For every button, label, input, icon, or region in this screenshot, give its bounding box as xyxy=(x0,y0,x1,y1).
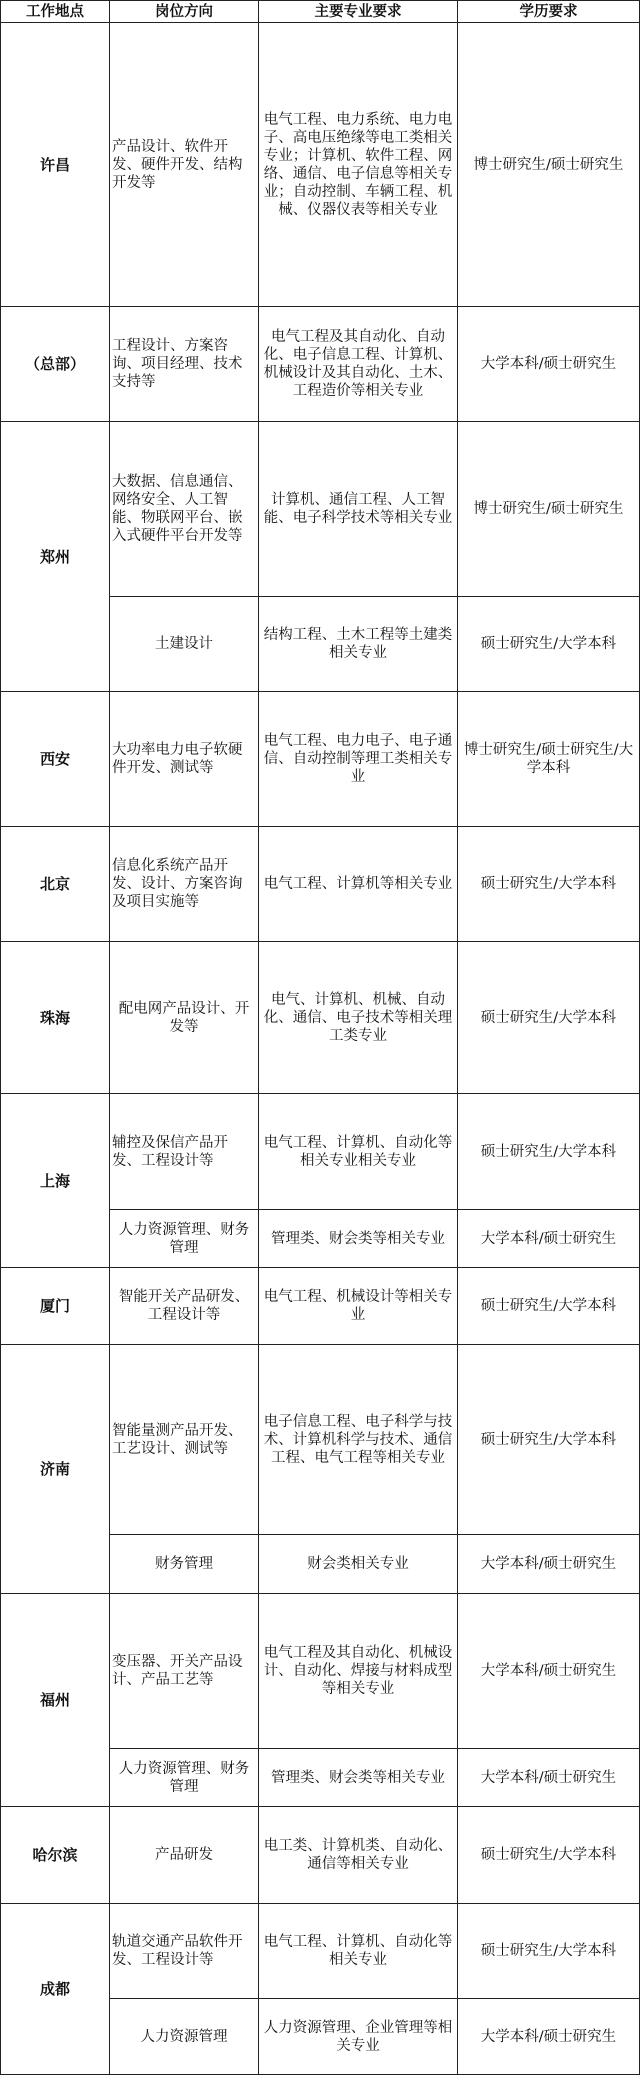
table-row xyxy=(1,1807,640,1904)
education-cell: 大学本科/硕士研究生 xyxy=(458,1749,640,1807)
role-cell: 辅控及保信产品开发、工程设计等 xyxy=(110,1094,259,1210)
education-cell: 博士研究生/硕士研究生/大学本科 xyxy=(458,692,640,827)
location-cell: 上海 xyxy=(1,1094,110,1268)
education-cell: 硕士研究生/大学本科 xyxy=(458,1094,640,1210)
education-cell: 硕士研究生/大学本科 xyxy=(458,942,640,1094)
role-cell: 工程设计、方案咨询、项目经理、技术支持等 xyxy=(110,307,259,422)
header-location: 工作地点 xyxy=(1,1,110,23)
role-cell: 大功率电力电子软硬件开发、测试等 xyxy=(110,692,259,827)
education-cell: 大学本科/硕士研究生 xyxy=(458,1999,640,2075)
major-cell: 电气工程、电力电子、电子通信、自动控制等理工类相关专业 xyxy=(259,692,458,827)
table-row xyxy=(1,1904,640,1999)
education-cell: 大学本科/硕士研究生 xyxy=(458,1535,640,1594)
location-cell: 西安 xyxy=(1,692,110,827)
table-row xyxy=(1,307,640,422)
major-cell: 电气工程、机械设计等相关专业 xyxy=(259,1268,458,1345)
table-row xyxy=(1,1594,640,1749)
major-cell: 管理类、财会类等相关专业 xyxy=(259,1749,458,1807)
role-cell: 智能开关产品研发、工程设计等 xyxy=(110,1268,259,1345)
role-cell: 变压器、开关产品设计、产品工艺等 xyxy=(110,1594,259,1749)
major-cell: 管理类、财会类等相关专业 xyxy=(259,1210,458,1268)
role-cell: 大数据、信息通信、网络安全、人工智能、物联网平台、嵌入式硬件平台开发等 xyxy=(110,422,259,597)
location-cell: 郑州 xyxy=(1,422,110,692)
education-cell: 博士研究生/硕士研究生 xyxy=(458,422,640,597)
major-cell: 财会类相关专业 xyxy=(259,1535,458,1594)
education-cell: 硕士研究生/大学本科 xyxy=(458,597,640,692)
education-cell: 硕士研究生/大学本科 xyxy=(458,827,640,942)
location-cell: （总部） xyxy=(1,307,110,422)
location-cell: 成都 xyxy=(1,1904,110,2075)
table-row xyxy=(1,422,640,597)
table-row xyxy=(1,827,640,942)
header-education: 学历要求 xyxy=(458,1,640,23)
table-row xyxy=(1,692,640,827)
education-cell: 硕士研究生/大学本科 xyxy=(458,1904,640,1999)
role-cell: 信息化系统产品开发、设计、方案咨询及项目实施等 xyxy=(110,827,259,942)
role-cell: 人力资源管理、财务管理 xyxy=(110,1210,259,1268)
location-cell: 福州 xyxy=(1,1594,110,1807)
table-row xyxy=(1,1345,640,1535)
header-role: 岗位方向 xyxy=(110,1,259,23)
table-row xyxy=(1,942,640,1094)
location-cell: 哈尔滨 xyxy=(1,1807,110,1904)
role-cell: 财务管理 xyxy=(110,1535,259,1594)
role-cell: 产品研发 xyxy=(110,1807,259,1904)
major-cell: 电气工程、计算机等相关专业 xyxy=(259,827,458,942)
table-row xyxy=(1,23,640,307)
role-cell: 土建设计 xyxy=(110,597,259,692)
role-cell: 产品设计、软件开发、硬件开发、结构开发等 xyxy=(110,23,259,307)
education-cell: 大学本科/硕士研究生 xyxy=(458,1594,640,1749)
education-cell: 大学本科/硕士研究生 xyxy=(458,1210,640,1268)
location-cell: 珠海 xyxy=(1,942,110,1094)
role-cell: 配电网产品设计、开发等 xyxy=(110,942,259,1094)
major-cell: 电气工程及其自动化、自动化、电子信息工程、计算机、机械设计及其自动化、土木、工程造价等相关专业 xyxy=(259,307,458,422)
education-cell: 硕士研究生/大学本科 xyxy=(458,1807,640,1904)
major-cell: 电子信息工程、电子科学与技术、计算机科学与技术、通信工程、电气工程等相关专业 xyxy=(259,1345,458,1535)
location-cell: 厦门 xyxy=(1,1268,110,1345)
education-cell: 硕士研究生/大学本科 xyxy=(458,1345,640,1535)
role-cell: 轨道交通产品软件开发、工程设计等 xyxy=(110,1904,259,1999)
major-cell: 电工类、计算机类、自动化、通信等相关专业 xyxy=(259,1807,458,1904)
role-cell: 智能量测产品开发、工艺设计、测试等 xyxy=(110,1345,259,1535)
major-cell: 计算机、通信工程、人工智能、电子科学技术等相关专业 xyxy=(259,422,458,597)
education-cell: 博士研究生/硕士研究生 xyxy=(458,23,640,307)
major-cell: 电气工程、计算机、自动化等相关专业相关专业 xyxy=(259,1094,458,1210)
header-row xyxy=(1,1,640,23)
role-cell: 人力资源管理 xyxy=(110,1999,259,2075)
education-cell: 硕士研究生/大学本科 xyxy=(458,1268,640,1345)
major-cell: 电气工程、计算机、自动化等相关专业 xyxy=(259,1904,458,1999)
header-major: 主要专业要求 xyxy=(259,1,458,23)
major-cell: 电气工程、电力系统、电力电子、高电压绝缘等电工类相关专业；计算机、软件工程、网络、通信、电子信息等相关专业；自动控制、车辆工程、机械、仪器仪表等相关专业 xyxy=(259,23,458,307)
major-cell: 人力资源管理、企业管理等相关专业 xyxy=(259,1999,458,2075)
major-cell: 结构工程、土木工程等土建类相关专业 xyxy=(259,597,458,692)
major-cell: 电气、计算机、机械、自动化、通信、电子技术等相关理工类专业 xyxy=(259,942,458,1094)
location-cell: 济南 xyxy=(1,1345,110,1594)
education-cell: 大学本科/硕士研究生 xyxy=(458,307,640,422)
location-cell: 北京 xyxy=(1,827,110,942)
location-cell: 许昌 xyxy=(1,23,110,307)
major-cell: 电气工程及其自动化、机械设计、自动化、焊接与材料成型等相关专业 xyxy=(259,1594,458,1749)
role-cell: 人力资源管理、财务管理 xyxy=(110,1749,259,1807)
table-row xyxy=(1,1094,640,1210)
table-row xyxy=(1,1268,640,1345)
